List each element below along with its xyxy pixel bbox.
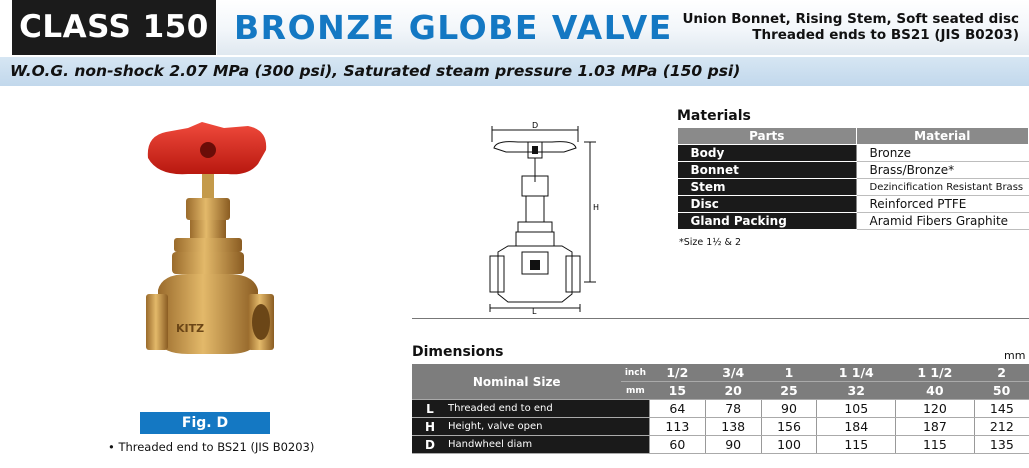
dimensions-title: Dimensions <box>412 344 504 360</box>
part-cell: Bonnet <box>678 162 857 179</box>
size-mm: 25 <box>761 382 817 400</box>
dim-d-label: D <box>532 121 539 130</box>
material-cell: Aramid Fibers Graphite <box>856 213 1029 230</box>
part-cell: Disc <box>678 196 857 213</box>
class-label: CLASS 150 <box>12 0 216 55</box>
dim-value: 184 <box>817 418 896 436</box>
dimensions-table <box>412 364 1029 454</box>
materials-header-parts: Parts <box>678 128 857 145</box>
table-row <box>678 213 1029 230</box>
material-cell: Brass/Bronze* <box>856 162 1029 179</box>
dim-value: 64 <box>649 400 705 418</box>
size-inch: 1 <box>761 364 817 382</box>
materials-note: *Size 1½ & 2 <box>679 237 742 248</box>
dim-value: 60 <box>649 436 705 454</box>
size-inch: 1 1/2 <box>896 364 975 382</box>
section-divider <box>412 318 1029 319</box>
dim-value: 145 <box>974 400 1029 418</box>
size-inch: 3/4 <box>705 364 761 382</box>
dim-desc: Height, valve open <box>448 418 649 436</box>
dim-value: 113 <box>649 418 705 436</box>
material-cell: Bronze <box>856 145 1029 162</box>
size-mm: 40 <box>896 382 975 400</box>
dim-desc: Threaded end to end <box>448 400 649 418</box>
pressure-rating: W.O.G. non-shock 2.07 MPa (300 psi), Saturated steam pressure 1.03 MPa (150 psi) <box>10 62 741 80</box>
dim-value: 105 <box>817 400 896 418</box>
dim-value: 100 <box>761 436 817 454</box>
table-row <box>412 436 1029 454</box>
material-cell: Dezincification Resistant Brass <box>856 179 1029 196</box>
part-cell: Stem <box>678 179 857 196</box>
valve-photo <box>128 118 288 366</box>
dim-value: 138 <box>705 418 761 436</box>
materials-title: Materials <box>677 108 751 124</box>
dim-key: H <box>412 418 448 436</box>
dim-value: 115 <box>896 436 975 454</box>
header <box>0 0 1029 57</box>
inch-unit-label: inch <box>621 364 649 382</box>
part-cell: Gland Packing <box>678 213 857 230</box>
figure-note: • Threaded end to BS21 (JIS B0203) <box>108 440 315 454</box>
table-row <box>412 400 1029 418</box>
valve-drawing <box>478 118 618 314</box>
subtitle-line2: Threaded ends to BS21 (JIS B0203) <box>752 27 1019 43</box>
table-row <box>678 196 1029 213</box>
dim-value: 135 <box>974 436 1029 454</box>
mm-unit-label: mm <box>621 382 649 400</box>
dim-value: 90 <box>761 400 817 418</box>
pressure-band <box>0 57 1029 86</box>
kitz-mark: KITZ <box>176 322 205 335</box>
dimensions-unit: mm <box>1004 349 1026 362</box>
dim-value: 156 <box>761 418 817 436</box>
part-cell: Body <box>678 145 857 162</box>
figure-label: Fig. D <box>140 412 270 434</box>
size-mm: 32 <box>817 382 896 400</box>
dim-value: 78 <box>705 400 761 418</box>
table-row <box>678 145 1029 162</box>
nominal-size-header: Nominal Size <box>412 364 621 400</box>
subtitle-line1: Union Bonnet, Rising Stem, Soft seated disc <box>682 11 1019 27</box>
materials-header-material: Material <box>856 128 1029 145</box>
dim-value: 115 <box>817 436 896 454</box>
table-row <box>678 179 1029 196</box>
size-inch: 2 <box>974 364 1029 382</box>
dim-key: D <box>412 436 448 454</box>
page-title: BRONZE GLOBE VALVE <box>234 8 673 47</box>
size-mm: 15 <box>649 382 705 400</box>
dim-desc: Handwheel diam <box>448 436 649 454</box>
table-row <box>678 162 1029 179</box>
size-inch: 1 1/4 <box>817 364 896 382</box>
dim-value: 212 <box>974 418 1029 436</box>
materials-table <box>677 127 1029 230</box>
dim-value: 90 <box>705 436 761 454</box>
dim-l-label: L <box>532 307 537 314</box>
size-mm: 20 <box>705 382 761 400</box>
dim-value: 187 <box>896 418 975 436</box>
dim-value: 120 <box>896 400 975 418</box>
table-row <box>412 418 1029 436</box>
material-cell: Reinforced PTFE <box>856 196 1029 213</box>
dim-key: L <box>412 400 448 418</box>
size-inch: 1/2 <box>649 364 705 382</box>
dim-h-label: H <box>593 203 600 212</box>
size-mm: 50 <box>974 382 1029 400</box>
